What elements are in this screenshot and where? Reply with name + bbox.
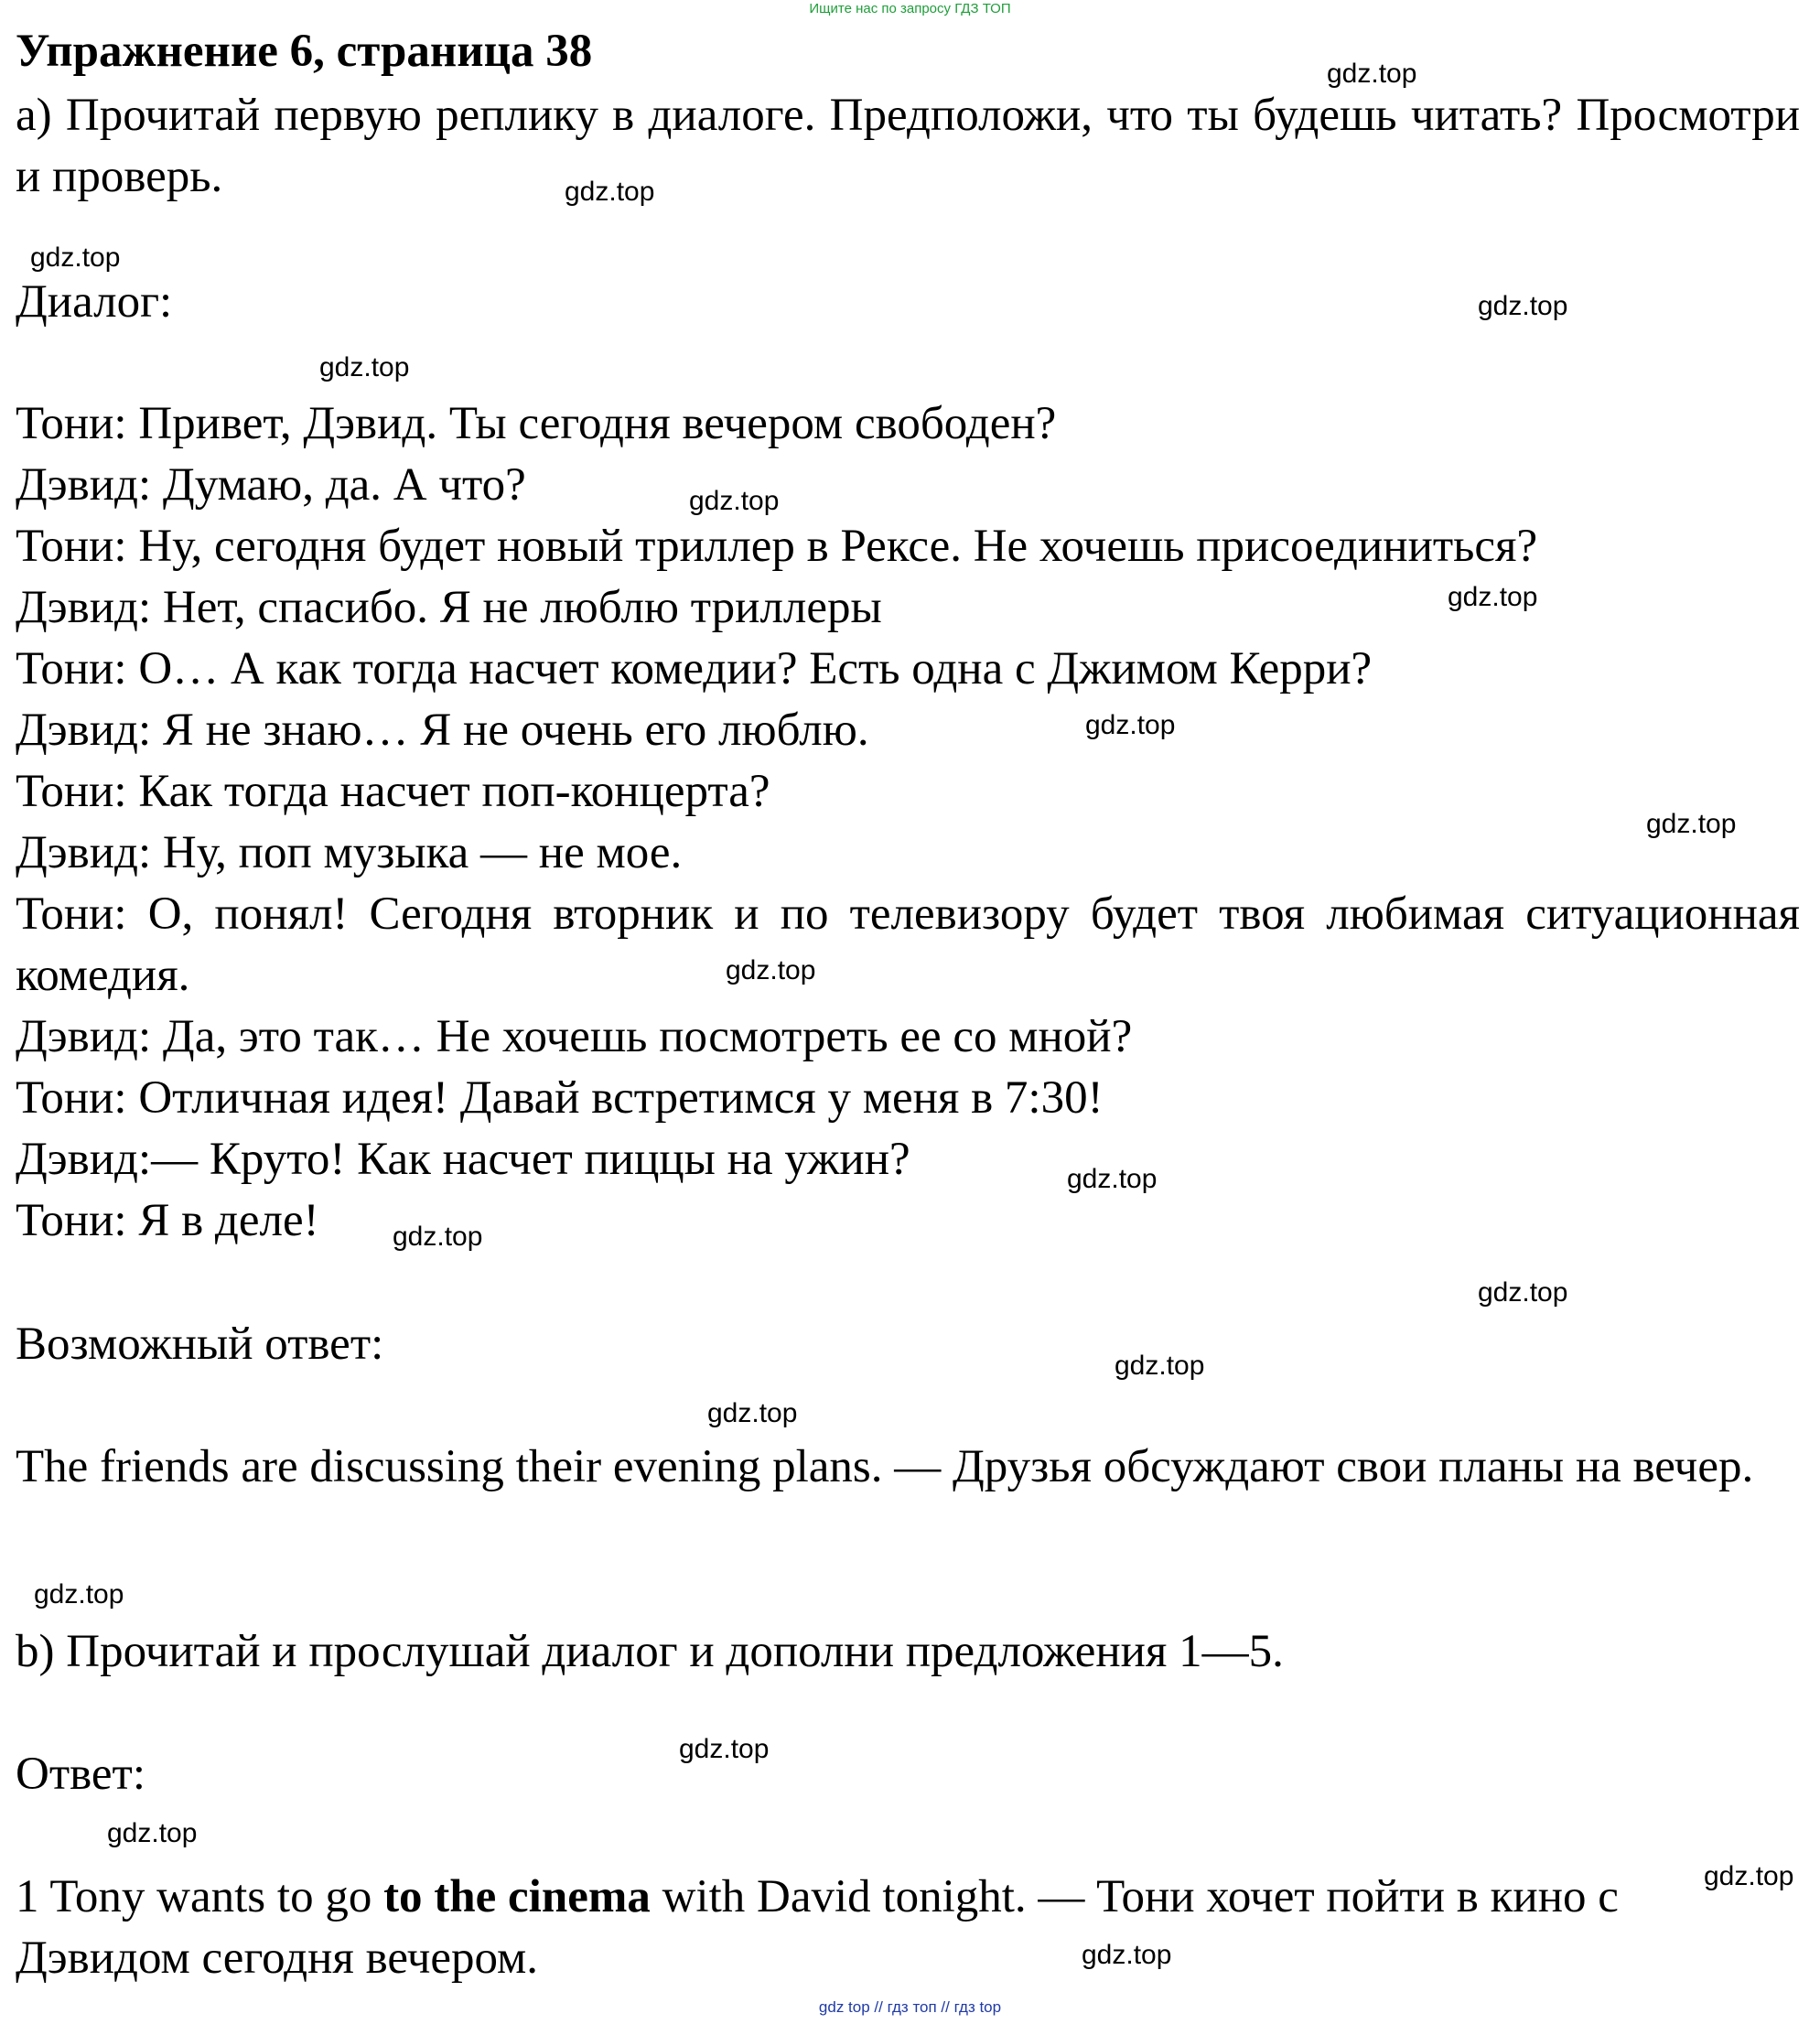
answer-1-before: 1 Tony wants to go — [16, 1871, 384, 1922]
dialog-line: Тони: Я в деле! — [16, 1195, 319, 1246]
watermark: gdz.top — [1115, 1351, 1205, 1381]
task-a-text: а) Прочитай первую реплику в диалоге. Предположи, что ты будешь читать? Просмотри и проверь. — [16, 90, 1800, 202]
answer-1-text — [16, 1867, 1708, 1989]
watermark: gdz.top — [1327, 59, 1417, 89]
dialog-heading: Диалог: — [16, 276, 173, 328]
watermark: gdz.top — [1067, 1164, 1158, 1194]
watermark: gdz.top — [1085, 710, 1176, 740]
watermark: gdz.top — [565, 177, 655, 207]
bottom-banner: gdz top // гдз топ // гдз top — [818, 1998, 1002, 2016]
dialog-line: Тони: О, понял! Сегодня вторник и по телевизору будет твоя любимая ситуационная комедия. — [16, 888, 1800, 1001]
watermark: gdz.top — [1448, 582, 1538, 612]
watermark: gdz.top — [1082, 1940, 1172, 1970]
dialog-line: Тони: Ну, сегодня будет новый триллер в Рексе. Не хочешь присоединиться? — [16, 521, 1538, 572]
watermark: gdz.top — [1478, 1277, 1568, 1308]
dialog-line: Дэвид: Я не знаю… Я не очень его люблю. — [16, 705, 869, 756]
dialog-line: Дэвид: Да, это так… Не хочешь посмотреть ее со мной? — [16, 1011, 1133, 1062]
possible-answer-heading: Возможный ответ: — [16, 1319, 384, 1370]
answer-heading: Ответ: — [16, 1749, 145, 1800]
watermark: gdz.top — [1704, 1861, 1794, 1891]
answer-1-bold: to the cinema — [383, 1871, 651, 1922]
exercise-title: Упражнение 6, страница 38 — [16, 26, 593, 77]
watermark: gdz.top — [30, 242, 121, 273]
dialog-line: Тони: О… А как тогда насчет комедии? Есть одна с Джимом Керри? — [16, 643, 1373, 694]
watermark: gdz.top — [34, 1579, 124, 1610]
watermark: gdz.top — [1646, 809, 1737, 839]
watermark: gdz.top — [689, 486, 780, 516]
dialog-line: Дэвид: Ну, поп музыка — не мое. — [16, 827, 683, 878]
watermark: gdz.top — [707, 1398, 798, 1428]
answer-1-after: with David tonight. — Тони хочет пойти в кино с Дэвидом сегодня вечером. — [16, 1871, 1619, 1984]
dialog-line: Дэвид: Нет, спасибо. Я не люблю триллеры — [16, 582, 882, 633]
watermark: gdz.top — [1478, 291, 1568, 321]
watermark: gdz.top — [107, 1818, 198, 1848]
watermark: gdz.top — [319, 352, 410, 382]
dialog-line: Дэвид:— Круто! Как насчет пиццы на ужин? — [16, 1134, 910, 1185]
watermark: gdz.top — [393, 1222, 483, 1252]
dialog-line: Дэвид: Думаю, да. А что? — [16, 459, 526, 511]
possible-answer-text: The friends are discussing their evening plans. — Друзья обсуждают свои планы на вечер. — [16, 1441, 1754, 1492]
dialog-line: Тони: Отличная идея! Давай встретимся у меня в 7:30! — [16, 1072, 1104, 1124]
dialog-line: Тони: Как тогда насчет поп-концерта? — [16, 766, 770, 817]
dialog-line: Тони: Привет, Дэвид. Ты сегодня вечером свободен? — [16, 398, 1057, 449]
task-b-text: b) Прочитай и прослушай диалог и дополни предложения 1—5. — [16, 1626, 1284, 1677]
watermark: gdz.top — [726, 955, 816, 985]
top-banner: Ищите нас по запросу ГДЗ ТОП — [809, 1, 1011, 16]
watermark: gdz.top — [679, 1734, 770, 1764]
